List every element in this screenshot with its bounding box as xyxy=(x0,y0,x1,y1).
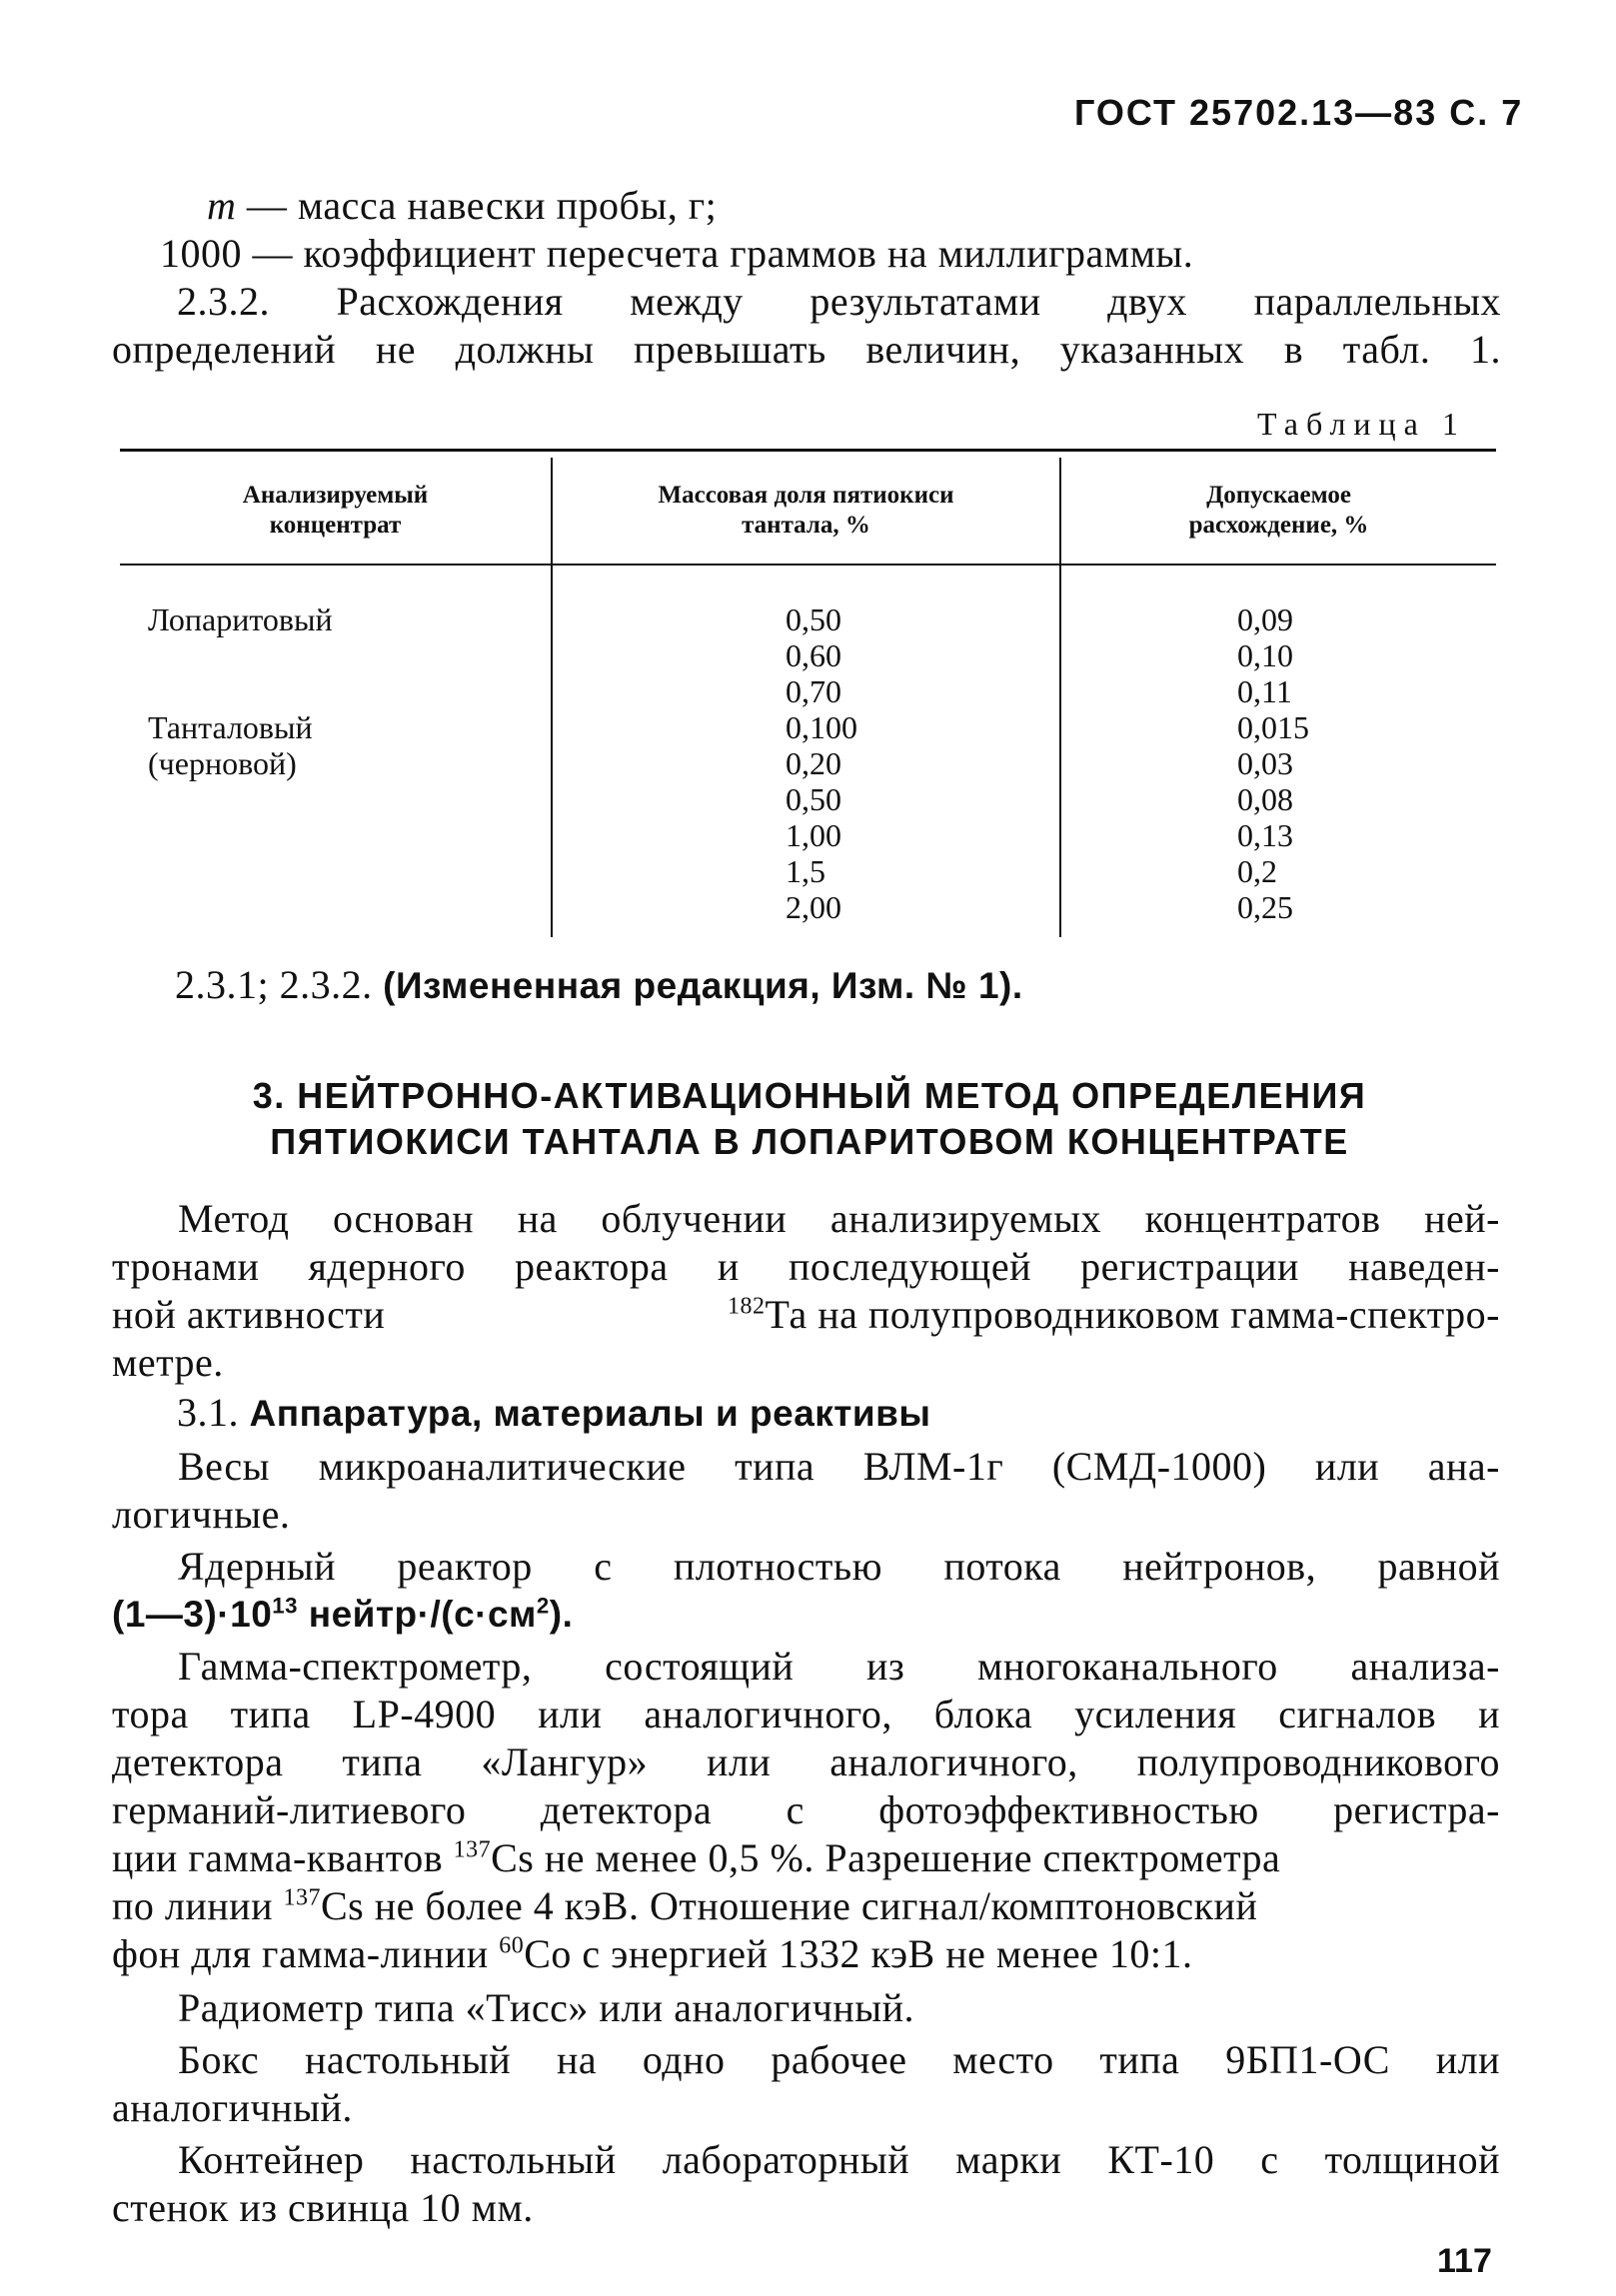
table-cell: 1,5 xyxy=(786,853,825,889)
header-concentrate: Анализируемый концентрат xyxy=(242,482,429,539)
amendment-note xyxy=(175,961,1023,1010)
group-tantalum-line1: Танталовый xyxy=(148,709,313,745)
group-tantalum-line2: (черновой) xyxy=(148,745,297,781)
method-line3: ной активности $^{182}$Та на полупроводниковом гамма-спектро- xyxy=(112,1292,1500,1337)
running-header: ГОСТ 25702.13—83 С. 7 xyxy=(1074,92,1524,133)
header-tolerance: Допускаемое расхождение, % xyxy=(1188,482,1369,539)
gamma-line1: Гамма-спектрометр, состоящий из многоканального анализа- xyxy=(178,1644,1500,1689)
gamma-line5: ции гамма-квантов $^{137}$Cs не менее 0,5 %. Разрешение спектрометра xyxy=(112,1835,1281,1880)
isotope-ta: $^{182}$Та на полупроводниковом гамма-спектро- xyxy=(728,1292,1500,1337)
tolerance-column xyxy=(1237,601,1309,925)
group-loparite: Лопаритовый xyxy=(148,601,333,637)
table-cell: 0,09 xyxy=(1237,601,1293,637)
table-cell: 0,50 xyxy=(786,601,841,637)
page-number: 117 xyxy=(1437,2242,1492,2280)
table-top-rule xyxy=(120,449,1496,452)
container-line1: Контейнер настольный лабораторный марки КТ-10 с толщиной xyxy=(178,2137,1500,2182)
table-cell: 0,70 xyxy=(786,673,841,709)
method-line1: Метод основан на облучении анализируемых концентратов ней- xyxy=(178,1196,1500,1241)
table-cell: 0,13 xyxy=(1237,817,1293,853)
subsection-3-1 xyxy=(177,1389,931,1438)
table-cell: 0,11 xyxy=(1237,673,1292,709)
scales-line2: логичные. xyxy=(112,1492,291,1537)
symbol-1000: 1000 xyxy=(160,231,242,276)
amendment-text: (Измененная редакция, Изм. № 1). xyxy=(383,965,1023,1006)
table-caption: Таблица 1 xyxy=(1257,406,1466,442)
gamma-line6: по линии $^{137}$Cs не более 4 кэВ. Отношение сигнал/комптоновский xyxy=(112,1883,1258,1928)
radiometer-line: Радиометр типа «Тисс» или аналогичный. xyxy=(178,1985,915,2030)
symbol-m: m xyxy=(207,183,237,228)
table-cell: 0,100 xyxy=(786,709,857,745)
table-cell: 0,08 xyxy=(1237,781,1293,817)
table-cell: 0,03 xyxy=(1237,745,1293,781)
subsection-title: Аппаратура, материалы и реактивы xyxy=(249,1393,931,1434)
paragraph-2-3-2-line2: определений не должны превышать величин, указанных в табл. 1. xyxy=(112,327,1501,372)
table-cell: 0,25 xyxy=(1237,889,1293,925)
table-cell: 0,60 xyxy=(786,637,841,673)
table-header-rule xyxy=(120,564,1496,566)
header-mass-fraction: Массовая доля пятиокиси тантала, % xyxy=(658,482,954,539)
section-3-title xyxy=(120,1073,1499,1165)
gamma-line2: тора типа LP-4900 или аналогичного, блока усиления сигналов и xyxy=(112,1692,1500,1736)
table-cell: 0,20 xyxy=(786,745,841,781)
paragraph-2-3-2-line1: 2.3.2. Расхождения между результатами двух параллельных xyxy=(177,279,1501,324)
definition-1000-text: — коэффициент пересчета граммов на миллиграммы. xyxy=(252,231,1194,276)
gamma-line3: детектора типа «Лангур» или аналогичного, полупроводникового xyxy=(112,1739,1500,1784)
amendment-refs: 2.3.1; 2.3.2. xyxy=(175,962,373,1007)
table-cell: 0,015 xyxy=(1237,709,1309,745)
subsection-number: 3.1. xyxy=(177,1390,239,1435)
box-line2: аналогичный. xyxy=(112,2085,353,2130)
table-cell: 1,00 xyxy=(786,817,841,853)
mass-column xyxy=(786,601,857,925)
section-title-line2: ПЯТИОКИСИ ТАНТАЛА В ЛОПАРИТОВОМ КОНЦЕНТРАТЕ xyxy=(270,1121,1349,1162)
definition-m-text: — масса навески пробы, г; xyxy=(246,183,718,228)
table-cell: 0,2 xyxy=(1237,853,1277,889)
definition-1000 xyxy=(160,230,1193,278)
container-line2: стенок из свинца 10 мм. xyxy=(112,2185,534,2230)
table-cell: 0,10 xyxy=(1237,637,1293,673)
reactor-line2: $(1—3)\cdot 10^{13}$ $нейтр\cdot/(с\cdot см^2)$. xyxy=(112,1593,574,1635)
table-cell: 0,50 xyxy=(786,781,841,817)
gamma-line7: фон для гамма-линии $^{60}$Со с энергией 1332 кэВ не менее 10:1. xyxy=(112,1931,1193,1976)
table-cell: 2,00 xyxy=(786,889,841,925)
method-line2: тронами ядерного реактора и последующей регистрации наведен- xyxy=(112,1244,1500,1289)
scales-line1: Весы микроаналитические типа ВЛМ-1г (СМД-1000) или ана- xyxy=(178,1444,1500,1489)
reactor-line1: Ядерный реактор с плотностью потока нейтронов, равной xyxy=(178,1544,1500,1589)
gamma-line4: германий-литиевого детектора с фотоэффективностью регистра- xyxy=(112,1787,1500,1832)
section-title-line1: 3. НЕЙТРОННО-АКТИВАЦИОННЫЙ МЕТОД ОПРЕДЕЛЕНИЯ xyxy=(252,1075,1367,1116)
box-line1: Бокс настольный на одно рабочее место типа 9БП1-ОС или xyxy=(178,2037,1500,2082)
method-line4: метре. xyxy=(112,1340,224,1385)
definition-m xyxy=(207,182,717,230)
